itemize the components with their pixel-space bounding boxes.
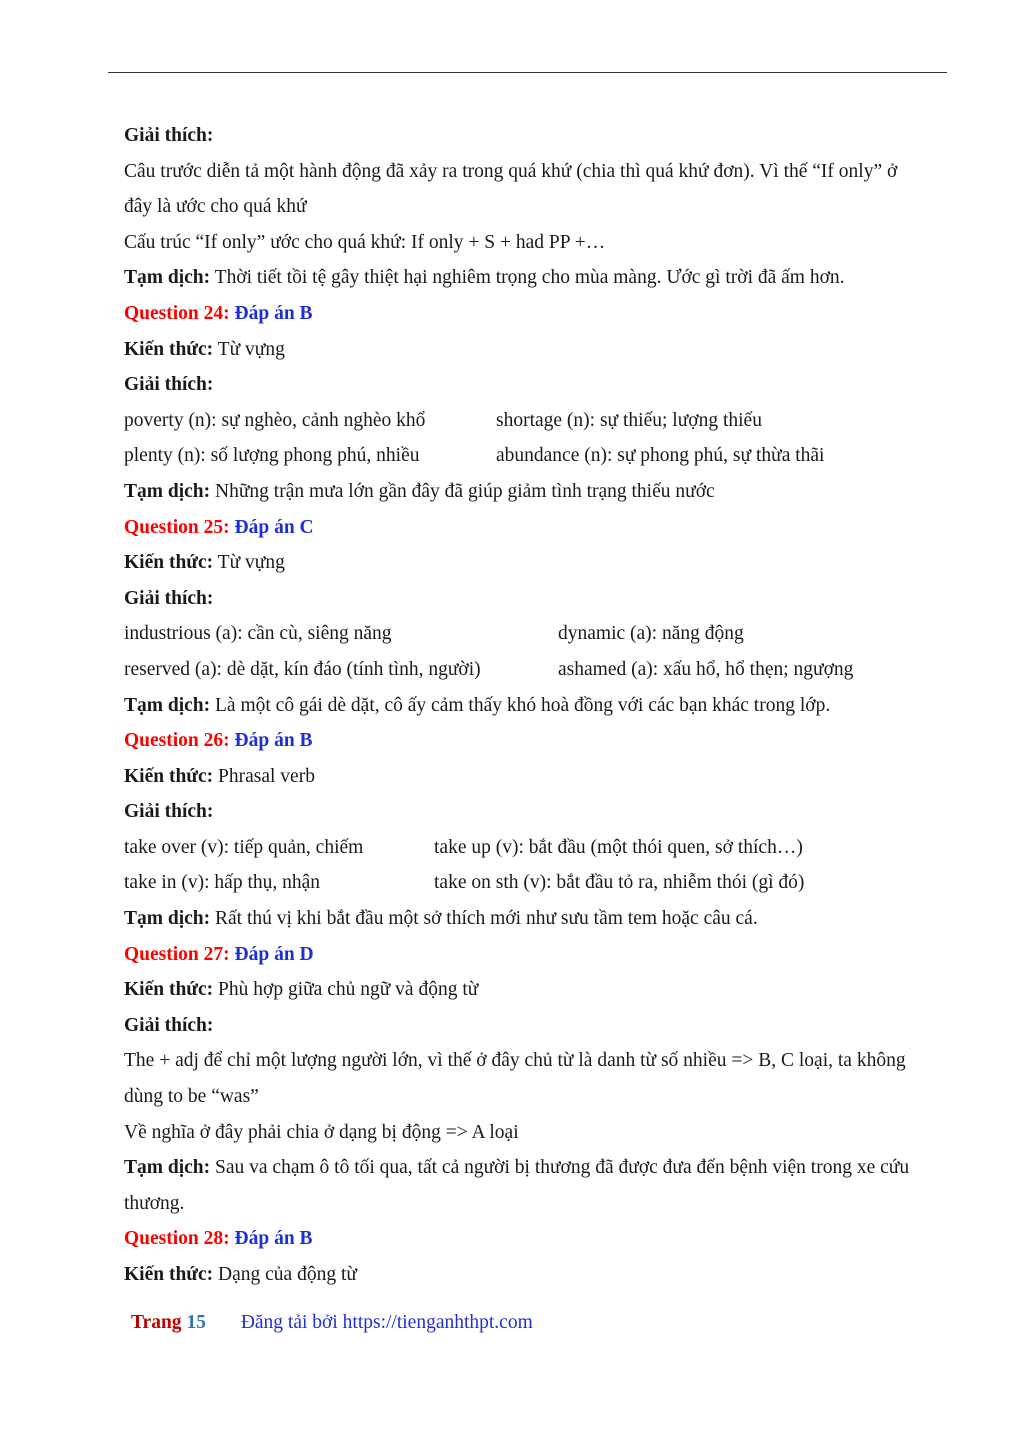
- line-text: Từ vựng: [213, 338, 285, 360]
- definition-left: poverty (n): sự nghèo, cảnh nghèo khổ: [124, 409, 426, 431]
- heading-label: Giải thích:: [124, 587, 214, 609]
- labeled-line: [124, 332, 914, 368]
- explanation-heading: [124, 794, 914, 830]
- paragraph-text: Về nghĩa ở đây phải chia ở dạng bị động => A loại: [124, 1121, 519, 1143]
- line-text: Rất thú vị khi bắt đầu một sở thích mới như sưu tầm tem hoặc câu cá.: [210, 908, 758, 930]
- definition-right: take up (v): bắt đầu (một thói quen, sở thích…): [434, 836, 803, 858]
- paragraph: [124, 1043, 914, 1114]
- paragraph: [124, 154, 914, 225]
- definition-right: shortage (n): sự thiếu; lượng thiếu: [496, 409, 762, 431]
- line-text: Phrasal verb: [213, 765, 315, 787]
- definition-row: [124, 616, 914, 652]
- page-footer: [131, 1312, 533, 1334]
- question-heading: [124, 296, 914, 332]
- question-heading: [124, 510, 914, 546]
- line-text: Từ vựng: [213, 552, 285, 574]
- definition-right: take on sth (v): bắt đầu tỏ ra, nhiễm thói (gì đó): [434, 872, 805, 894]
- question-number: Question 27:: [124, 943, 230, 965]
- definition-row: [124, 438, 914, 474]
- line-label: Tạm dịch:: [124, 908, 211, 930]
- labeled-line: [124, 688, 914, 724]
- explanation-heading: [124, 118, 914, 154]
- definition-row: [124, 652, 914, 688]
- answer-key: Đáp án D: [229, 943, 314, 965]
- definition-left: plenty (n): số lượng phong phú, nhiều: [124, 445, 420, 467]
- header-rule: [108, 72, 947, 73]
- line-text: Những trận mưa lớn gần đây đã giúp giảm tình trạng thiếu nước: [210, 480, 715, 502]
- line-label: Kiến thức:: [124, 552, 214, 574]
- heading-label: Giải thích:: [124, 125, 214, 146]
- page-body: [124, 118, 914, 1293]
- question-number: Question 25:: [124, 516, 230, 538]
- question-number: Question 26:: [124, 730, 230, 752]
- line-text: Thời tiết tồi tệ gây thiệt hại nghiêm trọng cho mùa màng. Ước gì trời đã ấm hơn.: [210, 267, 845, 289]
- page-label: Trang: [131, 1312, 182, 1333]
- line-label: Kiến thức:: [124, 1264, 214, 1285]
- line-label: Kiến thức:: [124, 338, 214, 360]
- line-label: Tạm dịch:: [124, 480, 211, 502]
- question-heading: [124, 723, 914, 759]
- labeled-line: [124, 759, 914, 795]
- paragraph-text: Cấu trúc “If only” ước cho quá khứ: If only + S + had PP +…: [124, 231, 606, 253]
- definition-right: ashamed (a): xấu hổ, hổ thẹn; ngượng: [558, 658, 854, 680]
- labeled-line: [124, 474, 914, 510]
- labeled-line: [124, 901, 914, 937]
- heading-label: Giải thích:: [124, 374, 214, 396]
- definition-left: industrious (a): cần cù, siêng năng: [124, 623, 392, 645]
- line-text: Sau va chạm ô tô tối qua, tất cả người bị thương đã được đưa đến bệnh viện trong xe cứu thương.: [124, 1157, 910, 1214]
- question-number: Question 24:: [124, 302, 230, 324]
- paragraph-text: The + adj để chỉ một lượng người lớn, vì thế ở đây chủ từ là danh từ số nhiều => B, C loại, ta không dùng to be “was”: [124, 1050, 906, 1108]
- labeled-line: [124, 260, 914, 296]
- definition-row: [124, 865, 914, 901]
- explanation-heading: [124, 581, 914, 617]
- definition-row: [124, 403, 914, 439]
- definition-left: take over (v): tiếp quản, chiếm: [124, 836, 364, 858]
- line-label: Tạm dịch:: [124, 267, 211, 289]
- line-text: Là một cô gái dè dặt, cô ấy cảm thấy khó hoà đồng với các bạn khác trong lớp.: [210, 694, 831, 716]
- definition-left: take in (v): hấp thụ, nhận: [124, 872, 321, 894]
- heading-label: Giải thích:: [124, 801, 214, 823]
- definition-row: [124, 830, 914, 866]
- labeled-line: [124, 545, 914, 581]
- explanation-heading: [124, 1008, 914, 1044]
- line-label: Kiến thức:: [124, 979, 214, 1001]
- definition-right: dynamic (a): năng động: [558, 623, 744, 645]
- question-heading: [124, 937, 914, 973]
- paragraph: [124, 225, 914, 261]
- question-heading: [124, 1221, 914, 1257]
- paragraph-text: Câu trước diễn tả một hành động đã xảy ra trong quá khứ (chia thì quá khứ đơn). Vì thế “If only” ở đây là ước cho quá khứ: [124, 160, 898, 218]
- line-label: Tạm dịch:: [124, 694, 211, 716]
- line-text: Phù hợp giữa chủ ngữ và động từ: [213, 979, 479, 1001]
- labeled-line: [124, 972, 914, 1008]
- heading-label: Giải thích:: [124, 1014, 214, 1036]
- paragraph: [124, 1115, 914, 1151]
- line-label: Kiến thức:: [124, 765, 214, 787]
- page-number: 15: [186, 1312, 206, 1333]
- explanation-heading: [124, 367, 914, 403]
- labeled-line: [124, 1150, 914, 1221]
- answer-key: Đáp án C: [229, 516, 314, 538]
- answer-key: Đáp án B: [229, 1228, 313, 1250]
- labeled-line: [124, 1257, 914, 1293]
- answer-key: Đáp án B: [229, 302, 313, 324]
- line-label: Tạm dịch:: [124, 1157, 211, 1179]
- answer-key: Đáp án B: [229, 730, 313, 752]
- definition-right: abundance (n): sự phong phú, sự thừa thãi: [496, 445, 825, 467]
- line-text: Dạng của động từ: [213, 1264, 357, 1285]
- footer-credit: Đăng tải bởi https://tienganhthpt.com: [240, 1312, 533, 1333]
- definition-left: reserved (a): dè dặt, kín đáo (tính tình, người): [124, 658, 481, 680]
- question-number: Question 28:: [124, 1228, 230, 1250]
